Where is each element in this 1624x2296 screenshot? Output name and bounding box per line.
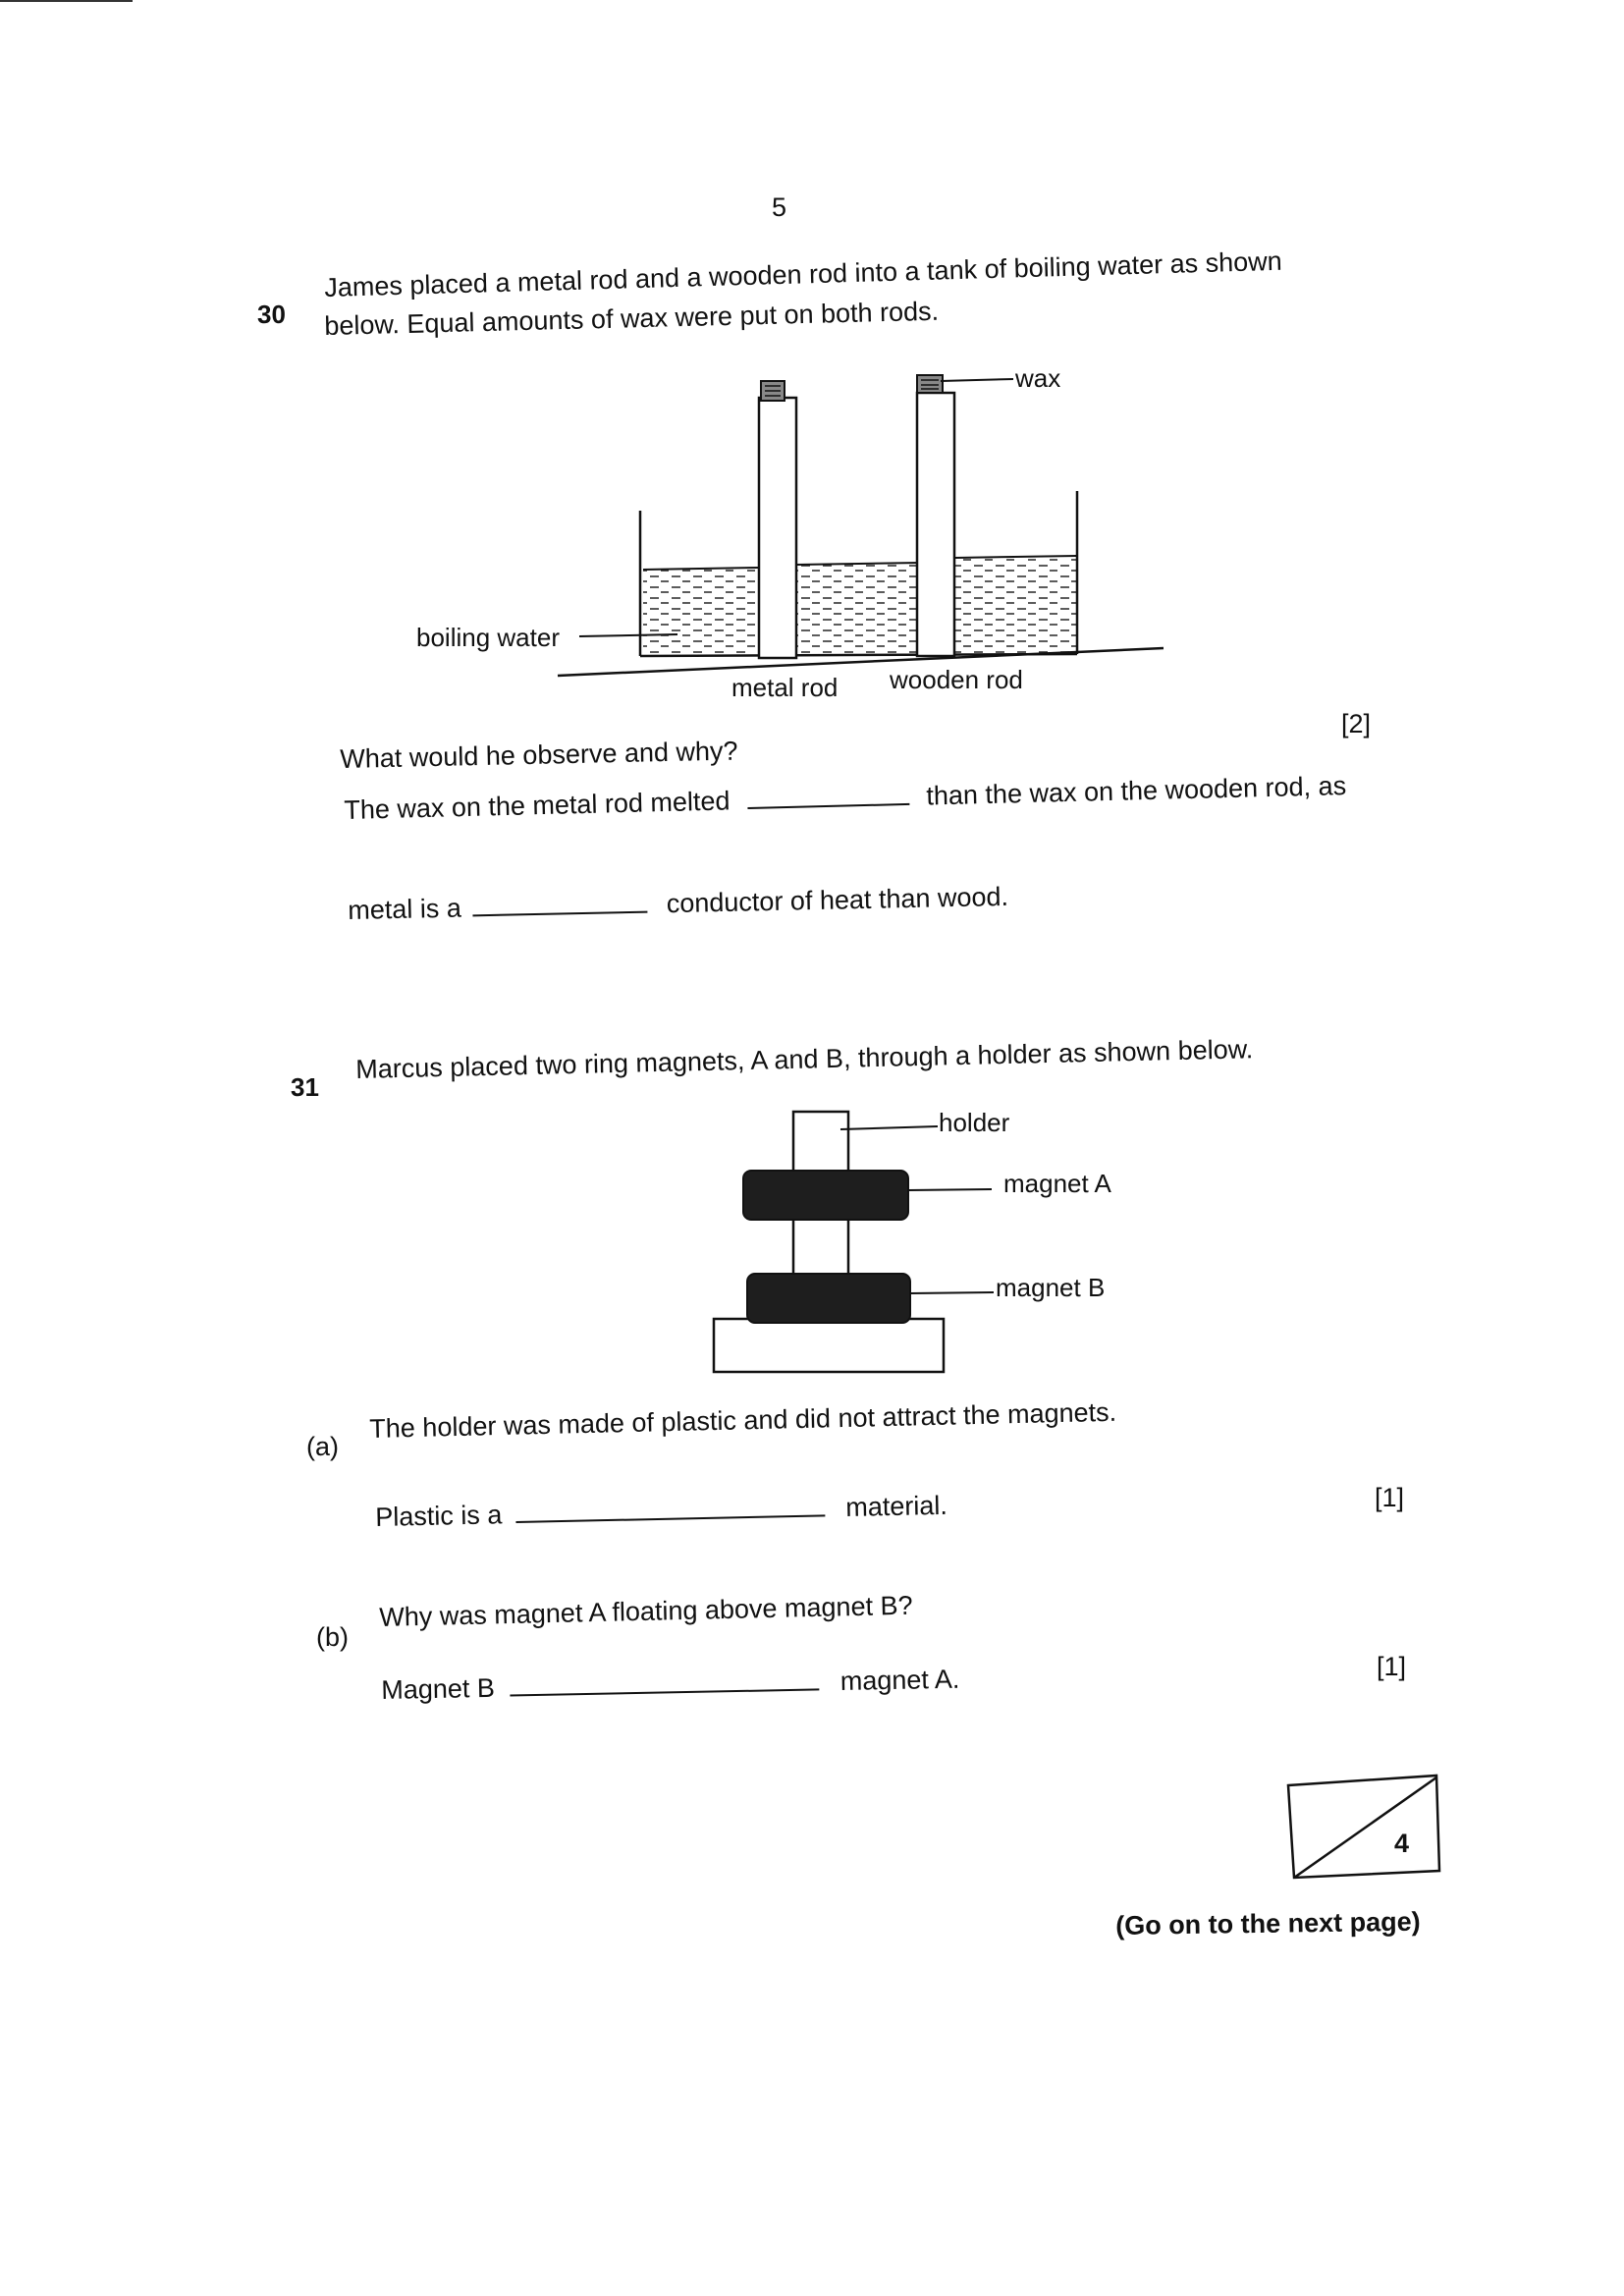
- answer2-before-text: metal is a: [348, 893, 462, 925]
- label-wax: wax: [1015, 363, 1061, 393]
- part-a-marks: [1]: [1375, 1483, 1405, 1512]
- label-magnet-a: magnet A: [1003, 1169, 1111, 1198]
- part-a-label: (a): [306, 1432, 339, 1461]
- label-magnet-b: magnet B: [996, 1273, 1106, 1302]
- part-a-answer-after: material.: [844, 1490, 948, 1522]
- part-b-label: (b): [316, 1622, 349, 1652]
- label-wooden-rod: wooden rod: [890, 665, 1023, 694]
- go-on-footer: (Go on to the next page): [1115, 1906, 1421, 1941]
- answer2-after-text: conductor of heat than wood.: [666, 881, 1009, 919]
- question-30-text-line1: James placed a metal rod and a wooden rod into a tank of boiling water as shown: [324, 246, 1283, 302]
- part-b-answer-after: magnet A.: [839, 1664, 960, 1697]
- part-a-text: The holder was made of plastic and did not attract the magnets.: [369, 1396, 1117, 1444]
- question-31-text: Marcus placed two ring magnets, A and B, through a holder as shown below.: [355, 1034, 1254, 1084]
- question-31-number: 31: [291, 1072, 319, 1102]
- question-30-marks: [2]: [1341, 709, 1372, 738]
- answer1-before-text: The wax on the metal rod melted: [344, 786, 731, 825]
- score-box-value: 4: [1394, 1829, 1410, 1858]
- question-30-number: 30: [257, 300, 286, 329]
- part-a-answer-before: Plastic is a: [375, 1500, 503, 1532]
- question-30-text-line2: below. Equal amounts of wax were put on both rods.: [324, 296, 940, 341]
- label-metal-rod: metal rod: [731, 673, 839, 702]
- page-number: 5: [772, 192, 787, 222]
- part-b-text: Why was magnet A floating above magnet B?: [379, 1590, 913, 1632]
- label-holder: holder: [939, 1108, 1010, 1137]
- question-30-prompt: What would he observe and why?: [340, 736, 738, 774]
- part-b-marks: [1]: [1377, 1652, 1407, 1681]
- part-b-answer-before: Magnet B: [381, 1672, 496, 1705]
- label-boiling-water: boiling water: [416, 623, 560, 652]
- answer1-after-text: than the wax on the wooden rod, as: [926, 771, 1347, 811]
